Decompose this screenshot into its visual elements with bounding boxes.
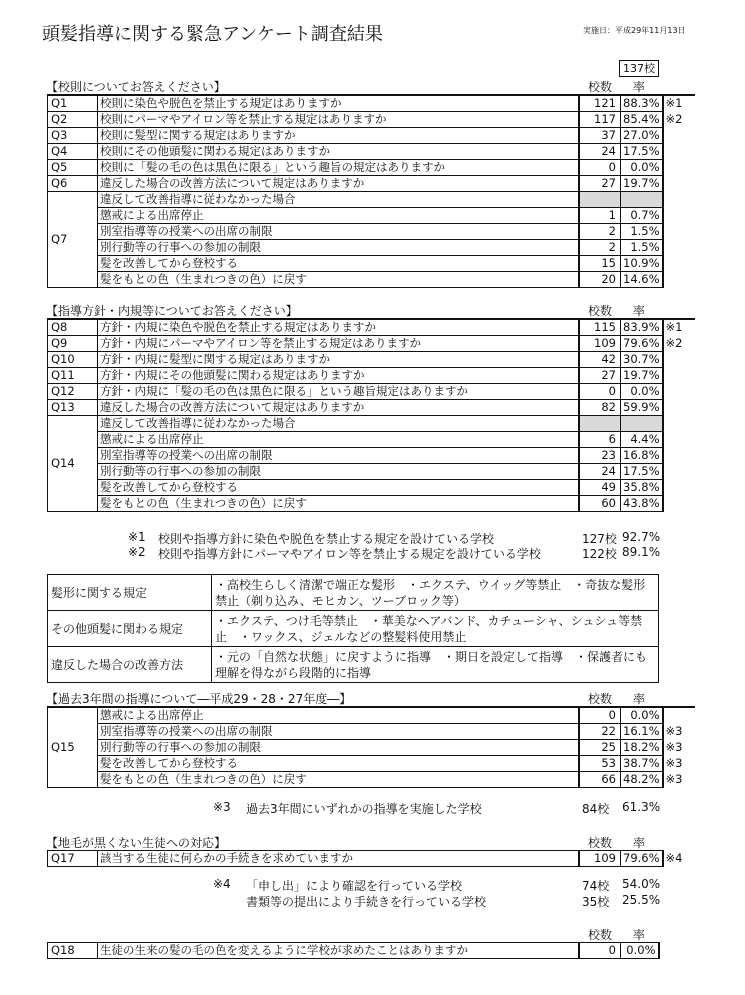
question-id: Q12: [48, 384, 98, 400]
question-count: 121: [579, 95, 621, 112]
option-count: 2: [579, 240, 621, 256]
option-count: 1: [579, 208, 621, 224]
question-rate: 85.4%: [621, 112, 663, 128]
option-mark: ※3: [665, 756, 683, 770]
question-count: 27: [579, 368, 621, 384]
question-rate: 59.9%: [621, 400, 663, 416]
question-count: 37: [579, 128, 621, 144]
question-count: 82: [579, 400, 621, 416]
sub-option-row: [48, 724, 695, 740]
total-schools: 137校: [619, 60, 659, 77]
question-text: 生徒の生来の髪の毛の色を変えるように学校が求めたことはありますか: [98, 943, 579, 959]
question-row: [48, 176, 695, 192]
option-rate: 10.9%: [621, 256, 663, 272]
rules-table: [47, 574, 659, 683]
question-text: 方針・内規にその他頭髪に関わる規定はありますか: [98, 368, 579, 384]
note5-text: 書類等の提出により手続きを行っている学校: [246, 895, 487, 909]
option-text: 別行動等の行事への参加の制限: [98, 740, 579, 756]
option-mark: [663, 448, 695, 464]
option-mark: [663, 480, 695, 496]
question-mark: ※1: [663, 319, 695, 336]
col-count-header: 校数: [588, 80, 613, 94]
rule-label: 違反した場合の改善方法: [48, 647, 212, 683]
note3-rate: 61.3%: [622, 800, 661, 814]
question-rate: 27.0%: [621, 128, 663, 144]
question-id: Q5: [48, 160, 98, 176]
question-id: Q8: [48, 319, 98, 336]
question-id: Q6: [48, 176, 98, 192]
note3-count: 84校: [582, 802, 610, 816]
option-text: 別室指導等の授業への出席の制限: [98, 724, 579, 740]
question-row: [48, 319, 695, 336]
note4-text: 「申し出」により確認を行っている学校: [246, 879, 463, 893]
option-rate: 43.8%: [621, 496, 663, 512]
sub-option-row: [48, 208, 695, 224]
option-mark: ※3: [665, 724, 683, 738]
question-id: Q7: [48, 192, 98, 288]
question-row: [48, 943, 659, 959]
question-text: 校則に「髪の毛の色は黒色に限る」という趣旨の規定はありますか: [98, 160, 579, 176]
option-rate: 0.7%: [621, 208, 663, 224]
option-text: 懲戒による出席停止: [98, 208, 579, 224]
option-rate: 17.5%: [621, 464, 663, 480]
rule-desc: ・元の「自然な状態」に戻すように指導 ・期日を設定して指導 ・保護者にも理解を得ながら段階的に指導: [212, 647, 659, 683]
option-text: 別行動等の行事への参加の制限: [98, 240, 579, 256]
sub-option-row: [48, 480, 695, 496]
rule-desc: ・エクステ、つけ毛等禁止 ・華美なヘアバンド、カチューシャ、シュシュ等禁止 ・ワックス、ジェルなどの整髪料使用禁止: [212, 611, 659, 647]
option-mark: [663, 224, 695, 240]
sub-option-row: [48, 740, 695, 756]
question-id: Q14: [48, 416, 98, 512]
rules-row: [48, 575, 659, 611]
option-mark: ※3: [665, 772, 683, 786]
question-text: 違反した場合の改善方法について規定はありますか: [98, 400, 579, 416]
option-rate: [621, 416, 663, 432]
option-rate: 18.2%: [621, 740, 663, 756]
question-count: 0: [579, 160, 621, 176]
question-row: [48, 368, 695, 384]
question-mark: [663, 352, 695, 368]
question-text: 方針・内規に染色や脱色を禁止する規定はありますか: [98, 319, 579, 336]
option-rate: 48.2%: [621, 772, 663, 788]
question-mark: [663, 384, 695, 400]
question-text: 校則にその他頭髪に関わる規定はありますか: [98, 144, 579, 160]
note2-text: 校則や指導方針にパーマやアイロン等を禁止する規定を設けている学校: [158, 547, 541, 561]
rules-row: [48, 611, 659, 647]
option-count: 53: [579, 756, 621, 772]
option-count: 15: [579, 256, 621, 272]
sub-option-row: [48, 224, 695, 240]
option-mark: [663, 432, 695, 448]
question-id: Q3: [48, 128, 98, 144]
option-text: 髪を改善してから登校する: [98, 256, 579, 272]
section4-table: [47, 850, 695, 867]
option-mark: [663, 272, 695, 288]
question-rate: 19.7%: [621, 368, 663, 384]
col-rate-header: 率: [633, 80, 646, 94]
sub-option-row: [48, 772, 695, 788]
question-rate: 30.7%: [621, 352, 663, 368]
question-row: [48, 95, 695, 112]
option-count: [579, 192, 621, 208]
option-mark: [663, 208, 695, 224]
option-mark: [663, 416, 695, 432]
sub-option-row: [48, 448, 695, 464]
question-mark: [663, 400, 695, 416]
question-id: Q4: [48, 144, 98, 160]
option-count: [579, 416, 621, 432]
section5-table: [47, 942, 660, 959]
section1-table: [47, 94, 695, 288]
question-id: Q1: [48, 95, 98, 112]
option-count: 6: [579, 432, 621, 448]
sub-option-row: [48, 496, 695, 512]
option-count: 25: [579, 740, 621, 756]
question-row: [48, 160, 695, 176]
section2-title: 【指導方針・内規等についてお答えください】: [46, 304, 298, 318]
option-count: 0: [579, 707, 621, 724]
option-text: 別室指導等の授業への出席の制限: [98, 224, 579, 240]
question-text: 該当する生徒に何らかの手続きを求めていますか: [98, 851, 579, 867]
option-text: 髪をもとの色（生まれつきの色）に戻す: [98, 272, 579, 288]
question-count: 42: [579, 352, 621, 368]
note2-count: 122校: [582, 547, 617, 561]
question-text: 方針・内規にパーマやアイロン等を禁止する規定はありますか: [98, 336, 579, 352]
question-id: Q10: [48, 352, 98, 368]
question-mark: ※1: [663, 95, 695, 112]
question-rate: 79.6%: [621, 336, 663, 352]
page-title: 頭髪指導に関する緊急アンケート調査結果: [42, 24, 383, 45]
option-count: 24: [579, 464, 621, 480]
question-rate: 88.3%: [621, 95, 663, 112]
option-rate: 16.8%: [621, 448, 663, 464]
question-count: 117: [579, 112, 621, 128]
col-count-header-4: 校数: [588, 836, 613, 850]
question-mark: ※2: [665, 336, 683, 350]
col-rate-header-4: 率: [633, 836, 646, 850]
question-id: Q9: [48, 336, 98, 352]
question-id: Q18: [48, 943, 98, 959]
note1-mark: ※1: [128, 530, 146, 544]
question-mark: [663, 368, 695, 384]
col-rate-header-3: 率: [633, 692, 646, 706]
option-count: 2: [579, 224, 621, 240]
question-rate: 0.0%: [621, 160, 663, 176]
sub-option-row: [48, 464, 695, 480]
sub-option-row: [48, 240, 695, 256]
option-text: 髪を改善してから登校する: [98, 480, 579, 496]
question-count: 24: [579, 144, 621, 160]
option-count: 22: [579, 724, 621, 740]
question-rate: 19.7%: [621, 176, 663, 192]
question-id: Q2: [48, 112, 98, 128]
question-row: [48, 352, 695, 368]
question-count: 109: [579, 336, 621, 352]
col-count-header-5: 校数: [588, 928, 613, 942]
question-id: Q15: [48, 707, 98, 788]
section4-title: 【地毛が黒くない生徒への対応】: [46, 836, 227, 850]
question-mark: [663, 160, 695, 176]
note1-text: 校則や指導方針に染色や脱色を禁止する規定を設けている学校: [158, 532, 495, 546]
question-row: [48, 851, 695, 867]
question-id: Q11: [48, 368, 98, 384]
option-mark: [663, 707, 695, 724]
sub-option-row: [48, 272, 695, 288]
rules-row: [48, 647, 659, 683]
section1-title: 【校則についてお答えください】: [46, 80, 226, 94]
question-count: 27: [579, 176, 621, 192]
option-text: 別行動等の行事への参加の制限: [98, 464, 579, 480]
question-text: 方針・内規に髪型に関する規定はありますか: [98, 352, 579, 368]
section3-table: [47, 706, 695, 788]
note1-rate: 92.7%: [622, 530, 661, 544]
option-mark: [663, 464, 695, 480]
sub-option-row: [48, 416, 695, 432]
option-text: 懲戒による出席停止: [98, 432, 579, 448]
note5-rate: 25.5%: [622, 893, 661, 907]
note3-mark: ※3: [213, 800, 231, 814]
sub-option-row: [48, 756, 695, 772]
sub-option-row: [48, 432, 695, 448]
option-rate: 0.0%: [621, 707, 663, 724]
question-count: 0: [579, 943, 621, 959]
option-text: 懲戒による出席停止: [98, 707, 579, 724]
option-rate: 38.7%: [621, 756, 663, 772]
question-rate: 17.5%: [621, 144, 663, 160]
option-text: 髪を改善してから登校する: [98, 756, 579, 772]
question-id: Q13: [48, 400, 98, 416]
option-mark: [663, 240, 695, 256]
note4-rate: 54.0%: [622, 877, 661, 891]
question-text: 校則に髪型に関する規定はありますか: [98, 128, 579, 144]
rule-desc: ・高校生らしく清潔で端正な髪形 ・エクステ、ウイッグ等禁止 ・奇抜な髪形禁止（剃り込み、モヒカン、ツーブロック等）: [212, 575, 659, 611]
col-rate-header-2: 率: [633, 304, 646, 318]
col-count-header-3: 校数: [588, 692, 613, 706]
option-count: 66: [579, 772, 621, 788]
question-text: 違反した場合の改善方法について規定はありますか: [98, 176, 579, 192]
option-count: 49: [579, 480, 621, 496]
option-rate: [621, 192, 663, 208]
option-count: 20: [579, 272, 621, 288]
question-count: 109: [579, 851, 621, 867]
note4-mark: ※4: [213, 877, 231, 891]
option-mark: [663, 192, 695, 208]
note2-mark: ※2: [128, 545, 146, 559]
question-row: [48, 384, 695, 400]
question-row: [48, 144, 695, 160]
question-rate: 79.6%: [621, 851, 663, 867]
note2-rate: 89.1%: [622, 545, 661, 559]
section3-title: 【過去3年間の指導について―平成29・28・27年度―】: [46, 692, 352, 706]
question-mark: [663, 176, 695, 192]
option-text: 違反して改善指導に従わなかった場合: [98, 416, 579, 432]
option-text: 別室指導等の授業への出席の制限: [98, 448, 579, 464]
sub-option-row: [48, 707, 695, 724]
option-text: 髪をもとの色（生まれつきの色）に戻す: [98, 496, 579, 512]
option-count: 23: [579, 448, 621, 464]
col-rate-header-5: 率: [633, 928, 646, 942]
question-row: [48, 336, 695, 352]
option-rate: 4.4%: [621, 432, 663, 448]
option-rate: 1.5%: [621, 224, 663, 240]
option-rate: 16.1%: [621, 724, 663, 740]
sub-option-row: [48, 256, 695, 272]
note3-text: 過去3年間にいずれかの指導を実施した学校: [246, 802, 482, 816]
option-rate: 1.5%: [621, 240, 663, 256]
option-mark: ※3: [665, 740, 683, 754]
section2-table: [47, 318, 695, 512]
note1-count: 127校: [582, 532, 617, 546]
question-row: [48, 400, 695, 416]
option-rate: 14.6%: [621, 272, 663, 288]
option-mark: [663, 256, 695, 272]
question-row: [48, 128, 695, 144]
option-count: 60: [579, 496, 621, 512]
question-text: 校則にパーマやアイロン等を禁止する規定はありますか: [98, 112, 579, 128]
question-row: [48, 112, 695, 128]
col-count-header-2: 校数: [588, 304, 613, 318]
question-text: 校則に染色や脱色を禁止する規定はありますか: [98, 95, 579, 112]
option-text: 違反して改善指導に従わなかった場合: [98, 192, 579, 208]
question-text: 方針・内規に「髪の毛の色は黒色に限る」という趣旨規定はありますか: [98, 384, 579, 400]
rule-label: 髪形に関する規定: [48, 575, 212, 611]
question-rate: 0.0%: [621, 384, 663, 400]
rule-label: その他頭髪に関わる規定: [48, 611, 212, 647]
question-id: Q17: [48, 851, 98, 867]
question-rate: 0.0%: [621, 943, 659, 959]
option-rate: 35.8%: [621, 480, 663, 496]
question-count: 0: [579, 384, 621, 400]
question-mark: [663, 128, 695, 144]
option-text: 髪をもとの色（生まれつきの色）に戻す: [98, 772, 579, 788]
sub-option-row: [48, 192, 695, 208]
question-mark: ※2: [665, 112, 683, 126]
option-mark: [663, 496, 695, 512]
question-rate: 83.9%: [621, 319, 663, 336]
question-mark: ※4: [665, 851, 683, 865]
note5-count: 35校: [582, 895, 610, 909]
survey-date: 実施日：平成29年11月13日: [583, 26, 686, 35]
note4-count: 74校: [582, 879, 610, 893]
question-count: 115: [579, 319, 621, 336]
question-mark: [663, 144, 695, 160]
